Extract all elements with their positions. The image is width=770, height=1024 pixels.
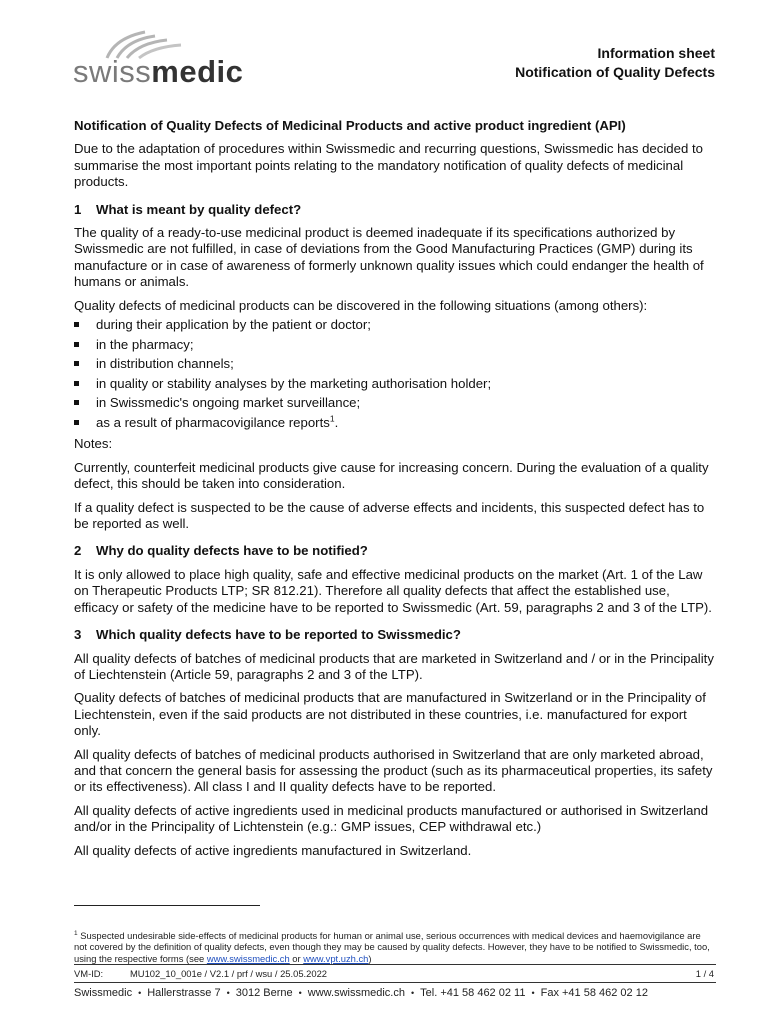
bullet-icon xyxy=(74,400,79,405)
situations-list xyxy=(74,317,716,431)
footer-phone: Tel. +41 58 462 02 11 xyxy=(420,987,526,999)
swissmedic-link[interactable]: www.swissmedic.ch xyxy=(206,952,290,964)
section-title: Why do quality defects have to be notified? xyxy=(96,543,368,559)
intro-paragraph: Due to the adaptation of procedures within Swissmedic and recurring questions, Swissmedic has decided to summarise the most important points relating to the mandatory notification of quality defects of medicinal products. xyxy=(74,141,703,190)
section-number: 3 xyxy=(74,627,82,643)
footer-city: 3012 Berne xyxy=(235,987,293,999)
section-1-heading xyxy=(74,202,716,218)
paragraph: All quality defects of batches of medicinal products authorised in Switzerland that are only marketed abroad, and that concern the general basis for assessing the product (such as its pharmaceutical properties, its safety or its effectiveness). All class I and II quality defects have to be reported. xyxy=(74,746,713,795)
separator-dot-icon: • xyxy=(531,988,535,998)
bullet-icon xyxy=(74,361,79,366)
section-2-heading xyxy=(74,543,716,559)
separator-dot-icon: • xyxy=(138,988,142,998)
header-subtitle: Notification of Quality Defects xyxy=(515,64,715,80)
footer-address: Hallerstrasse 7 xyxy=(147,987,221,999)
note-paragraph: Currently, counterfeit medicinal products give cause for increasing concern. During the evaluation of a quality defect, this should be taken into consideration. xyxy=(74,459,709,492)
header-title: Information sheet xyxy=(597,45,715,61)
section-title: What is meant by quality defect? xyxy=(96,201,302,217)
footnote-divider xyxy=(74,905,260,906)
bullet-icon xyxy=(74,322,79,327)
paragraph: All quality defects of batches of medicinal products that are marketed in Switzerland and / or in the Principality of Liechtenstein (Article 59, paragraphs 2 and 3 of the LTP). xyxy=(74,650,714,682)
section-number: 2 xyxy=(74,543,82,559)
document-body xyxy=(74,118,716,866)
note-paragraph: If a quality defect is suspected to be the cause of adverse effects and incidents, this suspected defect has to be reported as well. xyxy=(74,499,705,532)
list-item: in distribution channels; xyxy=(74,356,716,372)
section-title: Which quality defects have to be reported to Swissmedic? xyxy=(96,627,461,643)
vm-id-label: VM-ID: xyxy=(74,968,104,979)
footer-fax: Fax +41 58 462 02 12 xyxy=(540,987,648,999)
list-item: in Swissmedic's ongoing market surveillance; xyxy=(74,395,716,411)
paragraph: It is only allowed to place high quality, safe and effective medicinal products on the market (Art. 1 of the Law on Therapeutic Products LTP; SR 812.21). Therefore all quality defects that affect the established use, efficacy or safety of the medicine have to be reported to Swissmedic (Art. 59, paragraphs 2 and 3 of the LTP). xyxy=(74,566,712,615)
footnote: $^1$ Suspected undesirable side-effects of medicinal products for human or animal use, serious occurrences with medical devices and haemovigilance are not covered by the definition of quality defects, even though they may be caused by quality defects. However, they have to be notified to Swissmedic, too, using the respective forms (see www.swissmedic.ch or www.vpt.uzh.ch) xyxy=(74,929,710,964)
list-item: in quality or stability analyses by the marketing authorisation holder; xyxy=(74,376,716,392)
paragraph: All quality defects of active ingredients used in medicinal products manufactured or authorised in Switzerland and/or in the Principality of Lichtenstein (e.g.: GMP issues, CEP withdrawal etc.) xyxy=(74,802,709,835)
page-footer xyxy=(74,987,648,999)
paragraph: Quality defects of medicinal products can be discovered in the following situations (among others): xyxy=(74,297,648,313)
list-item: in the pharmacy; xyxy=(74,337,716,353)
logo-wordmark: swissmedic xyxy=(73,54,244,89)
paragraph: The quality of a ready-to-use medicinal product is deemed inadequate if its specifications authorized by Swissmedic are not fulfilled, in case of deviations from the Good Manufacturing Practices (GMP) during its manufacture or in case of awareness of formerly unknown quality issues which could endanger the health of humans or animals. xyxy=(74,225,704,290)
vm-id-value: MU102_10_001e / V2.1 / prf / wsu / 25.05.2022 xyxy=(130,968,328,979)
section-3-heading xyxy=(74,627,716,643)
footer-org: Swissmedic xyxy=(74,987,133,999)
swissmedic-logo xyxy=(73,26,263,88)
document-meta-bar xyxy=(74,964,716,983)
separator-dot-icon: • xyxy=(226,988,230,998)
document-title: Notification of Quality Defects of Medicinal Products and active product ingredient (API) xyxy=(74,118,626,133)
header-title-block xyxy=(515,44,715,82)
notes-label: Notes: xyxy=(74,436,113,452)
footnote-mark: 1 xyxy=(74,929,78,937)
separator-dot-icon: • xyxy=(298,988,302,998)
list-item: as a result of pharmacovigilance reports$^1$. xyxy=(74,415,716,431)
vpt-link[interactable]: www.vpt.uzh.ch xyxy=(303,952,369,964)
footnote-reference[interactable]: 1 xyxy=(329,413,335,424)
bullet-icon xyxy=(74,381,79,386)
section-number: 1 xyxy=(74,201,82,217)
footer-website[interactable]: www.swissmedic.ch xyxy=(307,987,405,999)
bullet-icon xyxy=(74,420,79,425)
bullet-icon xyxy=(74,342,79,347)
list-item: during their application by the patient or doctor; xyxy=(74,317,716,333)
paragraph: All quality defects of active ingredients manufactured in Switzerland. xyxy=(74,842,472,858)
page-number: 1 / 4 xyxy=(695,968,714,979)
separator-dot-icon: • xyxy=(410,988,415,998)
paragraph: Quality defects of batches of medicinal products that are manufactured in Switzerland or in the Principality of Liechtenstein, even if the said products are not distributed in these countries, i.e. manufactured for export only. xyxy=(74,690,706,739)
